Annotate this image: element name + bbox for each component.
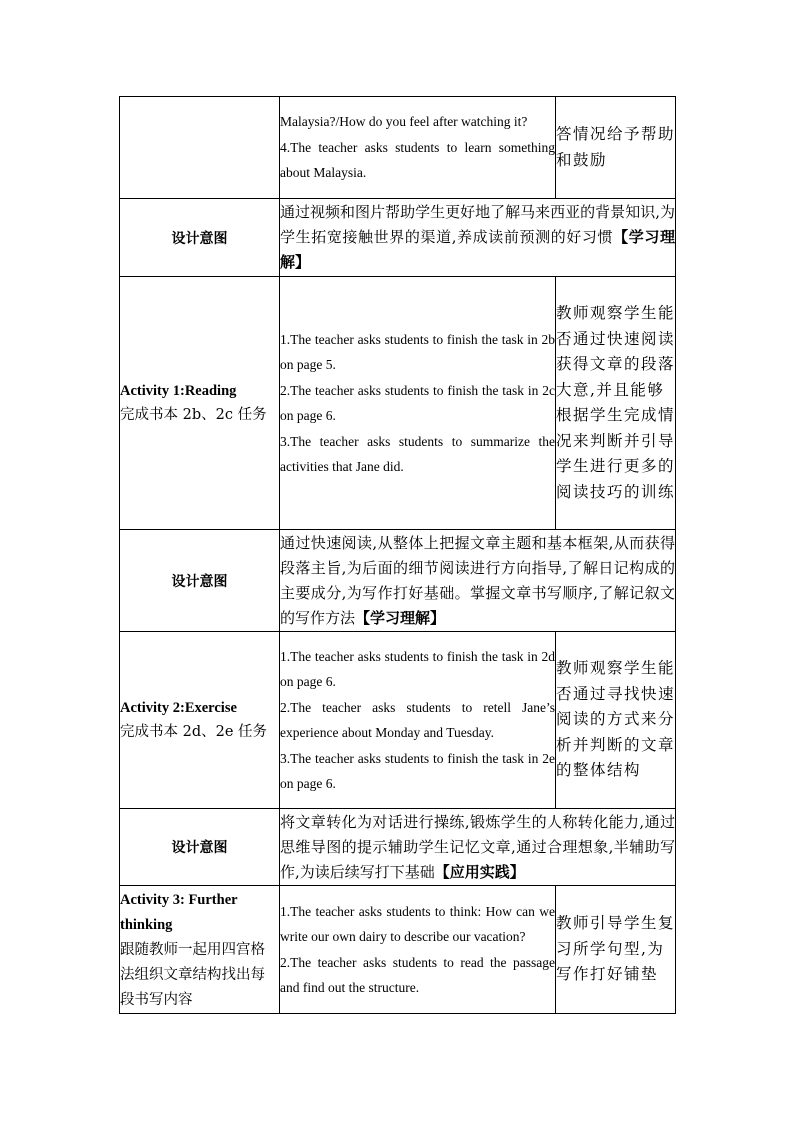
lesson-plan-table — [119, 96, 676, 1014]
assessment-cell: 教师观察学生能否通过快速阅读获得文章的段落大意,并且能够根据学生完成情况来判断并引导学生进行更多的阅读技巧的训练 — [556, 277, 676, 530]
activity-cell — [120, 886, 280, 1014]
intent-tag: 【学习理解】 — [355, 608, 446, 627]
design-intent-label: 设计意图 — [120, 530, 280, 632]
activity-cell — [120, 632, 280, 809]
process-line: 2.The teacher asks students to retell Jane’s experience about Monday and Tuesday. — [280, 699, 555, 740]
design-intent-label: 设计意图 — [120, 809, 280, 886]
activity-desc: 完成书本 2d、2e 任务 — [120, 724, 268, 740]
process-line: 3.The teacher asks students to finish the task in 2e on page 6. — [280, 750, 555, 791]
table-row — [120, 199, 676, 277]
intent-body: 通过快速阅读,从整体上把握文章主题和基本框架,从而获得段落主旨,为后面的细节阅读进行方向指导,了解日记构成的主要成分,为写作打好基础。掌握文章书写顺序,了解记叙文的写作方法 — [280, 533, 675, 627]
activity-cell — [120, 277, 280, 530]
process-line: 3.The teacher asks students to summarize the activities that Jane did. — [280, 433, 555, 474]
process-cell — [280, 97, 556, 199]
table-row — [120, 632, 676, 809]
table-row — [120, 97, 676, 199]
activity-title: Activity 1:Reading — [120, 383, 237, 399]
table-row — [120, 277, 676, 530]
activity-title: Activity 2:Exercise — [120, 700, 237, 716]
process-line: 1.The teacher asks students to finish the task in 2b on page 5. — [280, 331, 555, 372]
process-line: 2.The teacher asks students to read the passage and find out the structure. — [280, 954, 555, 995]
design-intent-text — [280, 530, 676, 632]
activity-title: Activity 3: Further thinking — [120, 892, 238, 933]
process-line: 2.The teacher asks students to finish the task in 2c on page 6. — [280, 382, 555, 423]
table-row — [120, 886, 676, 1014]
intent-tag: 【应用实践】 — [434, 862, 525, 881]
activity-desc: 跟随教师一起用四宫格法组织文章结构找出每段书写内容 — [120, 942, 265, 1008]
intent-body: 将文章转化为对话进行操练,锻炼学生的人称转化能力,通过思维导图的提示辅助学生记忆文章,通过合理想象,半辅助写作,为读后续写打下基础 — [280, 812, 675, 881]
process-cell — [280, 886, 556, 1014]
process-line: Malaysia?/How do you feel after watching it? — [280, 114, 528, 130]
process-line: 1.The teacher asks students to finish the task in 2d on page 6. — [280, 648, 555, 689]
process-line: 4.The teacher asks students to learn something about Malaysia. — [280, 139, 555, 181]
design-intent-text — [280, 199, 676, 277]
design-intent-label: 设计意图 — [120, 199, 280, 277]
process-cell — [280, 277, 556, 530]
design-intent-text — [280, 809, 676, 886]
assessment-cell: 答情况给予帮助和鼓励 — [556, 97, 676, 199]
process-line: 1.The teacher asks students to think: How can we write our own dairy to describe our vacation? — [280, 903, 555, 944]
table-row — [120, 530, 676, 632]
intent-body: 通过视频和图片帮助学生更好地了解马来西亚的背景知识,为学生拓宽接触世界的渠道,养成读前预测的好习惯 — [280, 203, 675, 246]
activity-desc: 完成书本 2b、2c 任务 — [120, 407, 267, 423]
assessment-cell: 教师引导学生复习所学句型,为写作打好铺垫 — [556, 886, 676, 1014]
table-row — [120, 809, 676, 886]
process-cell — [280, 632, 556, 809]
assessment-cell: 教师观察学生能否通过寻找快速阅读的方式来分析并判断的文章的整体结构 — [556, 632, 676, 809]
activity-cell — [120, 97, 280, 199]
intent-tag: 【学习理解】 — [280, 228, 675, 271]
